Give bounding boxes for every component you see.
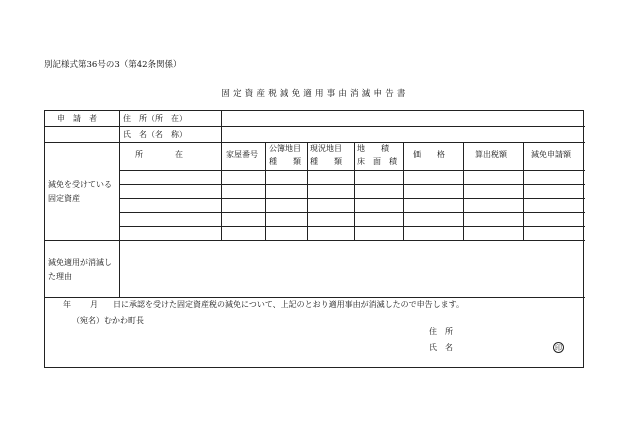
form-reference: 別記様式第36号の3（第42条関係）: [44, 60, 182, 70]
header-actual-type: 種 類: [310, 157, 342, 166]
col-line: [523, 142, 524, 240]
row-line: [45, 297, 585, 298]
address-label: 住 所（所 在）: [123, 114, 187, 123]
declaration-year: 年: [63, 300, 71, 309]
header-location: 所 在: [135, 150, 183, 159]
header-price: 価 格: [413, 150, 445, 159]
reason-label: 減免適用が消滅し: [48, 258, 112, 267]
row-line: [119, 198, 585, 199]
col-line: [354, 142, 355, 240]
addressee: （宛名）むかわ町長: [72, 316, 144, 325]
form-title: 固定資産税減免適用事由消滅申告書: [221, 89, 409, 99]
row-line: [45, 142, 585, 143]
reason-label-2: た理由: [48, 272, 72, 281]
declarant-address-label: 住 所: [429, 327, 453, 336]
col-line: [403, 142, 404, 240]
form-table: [44, 110, 584, 368]
row-line: [119, 226, 585, 227]
header-actual-category: 現況地目: [310, 144, 342, 153]
col-line: [307, 142, 308, 240]
row-line: [119, 170, 585, 171]
applicant-label: 申 請 者: [57, 114, 97, 123]
col-line: [221, 142, 222, 240]
header-calculated-tax: 算出税額: [475, 150, 507, 159]
declaration-text: 日に承認を受けた固定資産税の減免について、上記のとおり適用事由が消滅したので申告します。: [113, 300, 465, 309]
header-floor-area: 床 面 積: [357, 157, 397, 166]
col-line: [265, 142, 266, 240]
header-public-category: 公簿地目: [269, 144, 301, 153]
header-land-area: 地 積: [357, 144, 389, 153]
header-reduction-amount: 減免申請額: [531, 150, 571, 159]
header-house-no: 家屋番号: [226, 150, 258, 159]
row-line: [45, 240, 585, 241]
name-label: 氏 名（名 称）: [123, 130, 187, 139]
declaration-month: 月: [90, 300, 98, 309]
property-section-label-2: 固定資産: [48, 194, 80, 203]
property-section-label: 減免を受けている: [48, 180, 112, 189]
row-line: [119, 184, 585, 185]
col-line: [119, 111, 120, 297]
row-line: [119, 212, 585, 213]
col-line: [463, 142, 464, 240]
seal-mark: 印: [555, 344, 562, 352]
header-public-type: 種 類: [269, 157, 301, 166]
declarant-name-label: 氏 名: [429, 343, 453, 352]
row-line: [45, 126, 585, 127]
col-line: [221, 111, 222, 142]
